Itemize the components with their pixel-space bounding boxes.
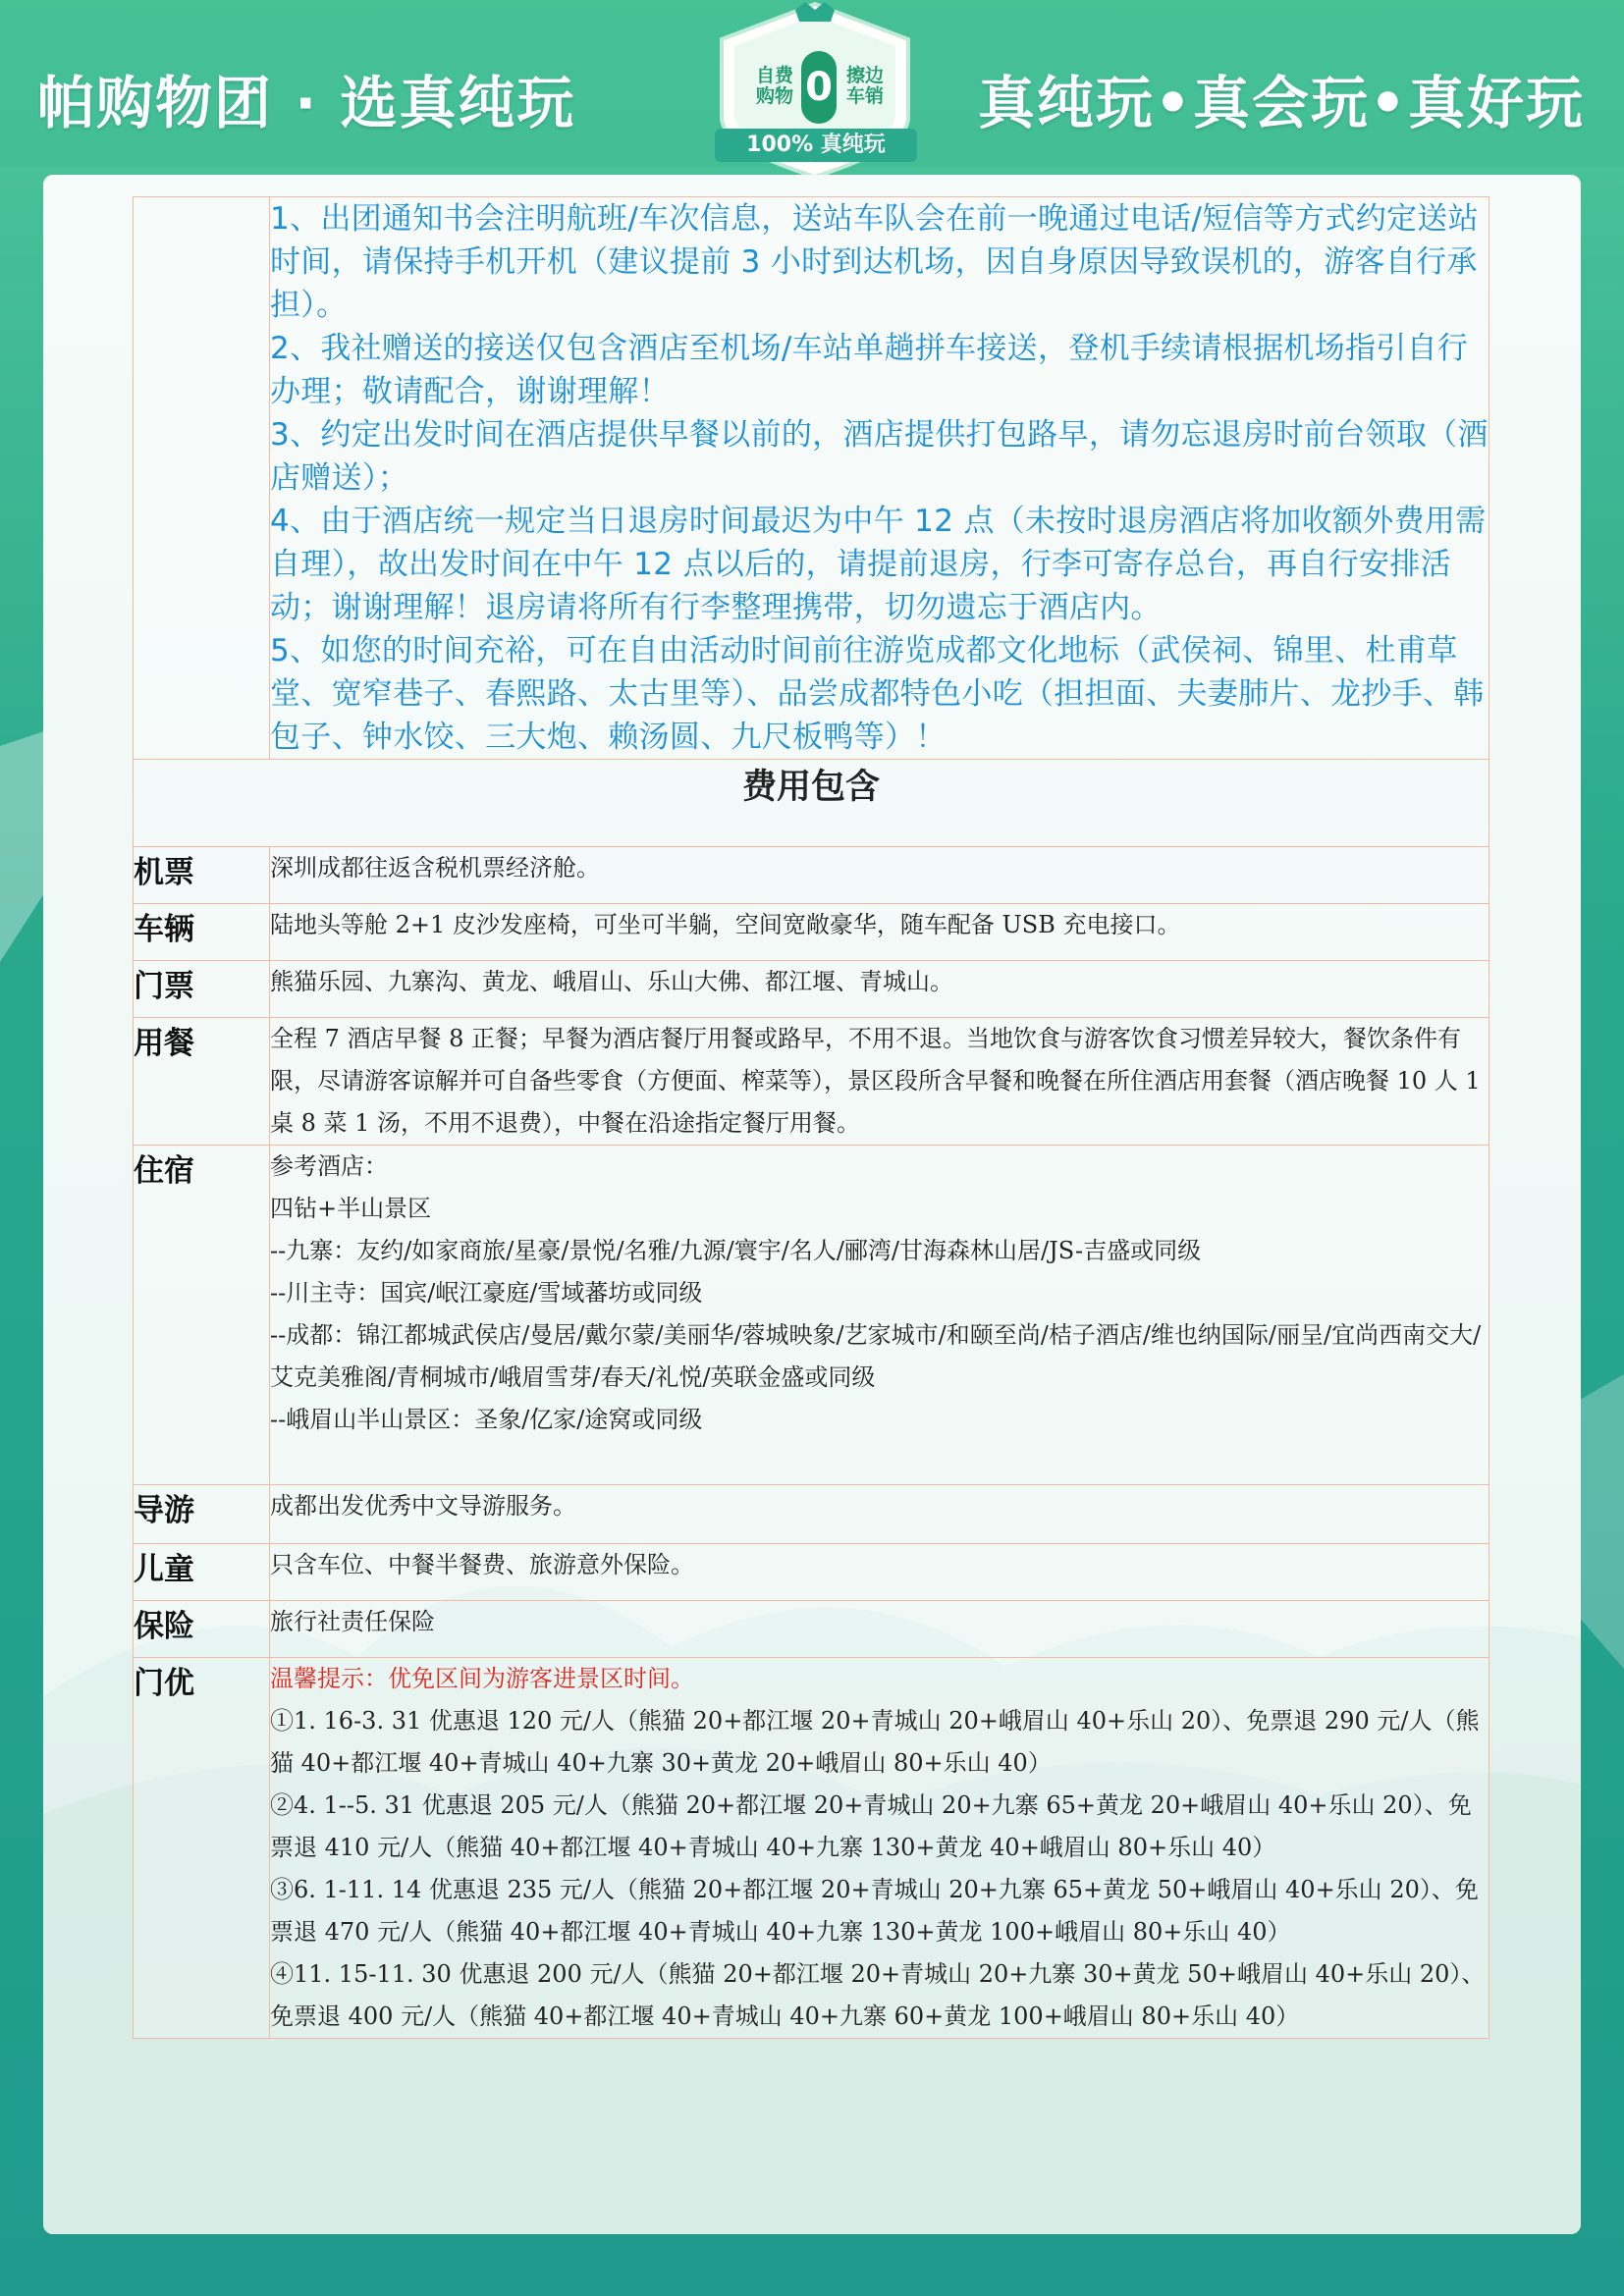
hotel-line: 参考酒店： [270,1152,388,1180]
notes-cell [270,197,1489,760]
discount-line: ②4. 1--5. 31 优惠退 205 元/人（熊猫 20+都江堰 20+青城山 20+九寨 65+黄龙 20+峨眉山 40+乐山 20）、免票退 410 元/人（熊猫 40+都江堰 40+青城山 40+九寨 130+黄龙 40+峨眉山 80+乐山 40） [270,1791,1472,1861]
note-1: 1、出团通知书会注明航班/车次信息，送站车队会在前一晚通过电话/短信等方式约定送站时间，请保持手机开机（建议提前 3 小时到达机场，因自身原因导致误机的，游客自行承担）。 [270,201,1479,323]
notes-row [134,197,1489,760]
fee-row-flight [134,847,1489,904]
note-2: 2、我社赠送的接送仅包含酒店至机场/车站单趟拼车接送，登机手续请根据机场指引自行办理；敬请配合，谢谢理解！ [270,331,1469,409]
fee-label-guide: 导游 [134,1485,270,1544]
fee-value-hotel [270,1146,1489,1485]
fee-row-child [134,1544,1489,1601]
fee-row-insurance [134,1601,1489,1658]
fee-value-child: 只含车位、中餐半餐费、旅游意外保险。 [270,1544,1489,1601]
discount-tip: 温馨提示：优免区间为游客进景区时间。 [270,1665,694,1692]
fee-section-row [134,760,1489,847]
fee-value-tickets: 熊猫乐园、九寨沟、黄龙、峨眉山、乐山大佛、都江堰、青城山。 [270,961,1489,1018]
discount-line: ④11. 15-11. 30 优惠退 200 元/人（熊猫 20+都江堰 20+青城山 20+九寨 30+黄龙 50+峨眉山 40+乐山 20）、免票退 400 元/人（熊猫 40+都江堰 40+青城山 40+九寨 60+黄龙 100+峨眉山 80+乐山 40） [270,1960,1486,2030]
header-title: 帕购物团 · 选真纯玩 [37,70,576,136]
fee-row-discount [134,1658,1489,2039]
fee-label-discount: 门优 [134,1658,270,2039]
fee-label-hotel: 住宿 [134,1146,270,1485]
discount-line: ①1. 16-3. 31 优惠退 120 元/人（熊猫 20+都江堰 20+青城山 20+峨眉山 40+乐山 20）、免票退 290 元/人（熊猫 40+都江堰 40+青城山 40+九寨 30+黄龙 20+峨眉山 80+乐山 40） [270,1707,1480,1777]
badge-zero-digit: 0 [801,51,837,124]
fee-section-title: 费用包含 [134,760,1489,847]
fee-value-insurance: 旅行社责任保险 [270,1601,1489,1658]
fee-label-tickets: 门票 [134,961,270,1018]
fee-label-flight: 机票 [134,847,270,904]
hotel-line: --九寨：友约/如家商旅/星豪/景悦/名雅/九源/寰宇/名人/郦湾/甘海森林山居/JS-吉盛或同级 [270,1237,1202,1264]
fee-row-hotel [134,1146,1489,1485]
fee-row-vehicle [134,904,1489,961]
badge-right-text: 擦边车销 [845,65,884,107]
fee-value-discount [270,1658,1489,2039]
note-5: 5、如您的时间充裕，可在自由活动时间前往游览成都文化地标（武侯祠、锦里、杜甫草堂、宽窄巷子、春熙路、太古里等）、品尝成都特色小吃（担担面、夫妻肺片、龙抄手、韩包子、钟水饺、三大炮、赖汤圆、九尺板鸭等）！ [270,633,1485,755]
badge-left-text: 自费购物 [755,65,793,107]
fee-value-flight: 深圳成都往返含税机票经济舱。 [270,847,1489,904]
fee-label-child: 儿童 [134,1544,270,1601]
fee-row-meals [134,1018,1489,1146]
fee-label-insurance: 保险 [134,1601,270,1658]
hotel-line: 四钻+半山景区 [270,1195,432,1222]
badge-ribbon-text: 100% 真纯玩 [746,133,886,157]
fee-row-tickets [134,961,1489,1018]
fee-value-vehicle: 陆地头等舱 2+1 皮沙发座椅，可坐可半躺，空间宽敞豪华，随车配备 USB 充电接口。 [270,904,1489,961]
content-area [133,196,1489,2039]
hotel-line: --成都：锦江都城武侯店/曼居/戴尔蒙/美丽华/蓉城映象/艺家城市/和颐至尚/桔子酒店/维也纳国际/丽呈/宜尚西南交大/艾克美雅阁/青桐城市/峨眉雪芽/春天/礼悦/英联金盛或同级 [270,1321,1482,1391]
hotel-line: --峨眉山半山景区：圣象/亿家/途窝或同级 [270,1406,703,1433]
discount-line: ③6. 1-11. 14 优惠退 235 元/人（熊猫 20+都江堰 20+青城山 20+九寨 65+黄龙 50+峨眉山 40+乐山 20）、免票退 470 元/人（熊猫 40+都江堰 40+青城山 40+九寨 130+黄龙 100+峨眉山 80+乐山 40） [270,1876,1479,1946]
note-4: 4、由于酒店统一规定当日退房时间最迟为中午 12 点（未按时退房酒店将加收额外费用需自理），故出发时间在中午 12 点以后的，请提前退房，行李可寄存总台，再自行安排活动；谢谢理解！退房请将所有行李整理携带，切勿遗忘于酒店内。 [270,504,1487,625]
fee-row-guide [134,1485,1489,1544]
fee-label-vehicle: 车辆 [134,904,270,961]
fee-value-guide: 成都出发优秀中文导游服务。 [270,1485,1489,1544]
fee-value-meals: 全程 7 酒店早餐 8 正餐；早餐为酒店餐厅用餐或路早，不用不退。当地饮食与游客饮食习惯差异较大，餐饮条件有限，尽请游客谅解并可自备些零食（方便面、榨菜等），景区段所含早餐和晚餐在所住酒店用套餐（酒店晚餐 10 人 1 桌 8 菜 1 汤，不用不退费），中餐在沿途指定餐厅用餐。 [270,1018,1489,1146]
brand-badge [687,0,943,182]
fee-label-meals: 用餐 [134,1018,270,1146]
hotel-line: --川主寺：国宾/岷江豪庭/雪域蕃坊或同级 [270,1279,703,1307]
itinerary-table [133,196,1489,2039]
note-3: 3、约定出发时间在酒店提供早餐以前的，酒店提供打包路早，请勿忘退房时前台领取（酒店赠送）； [270,417,1489,496]
header-slogan: 真纯玩•真会玩•真好玩 [977,70,1585,136]
